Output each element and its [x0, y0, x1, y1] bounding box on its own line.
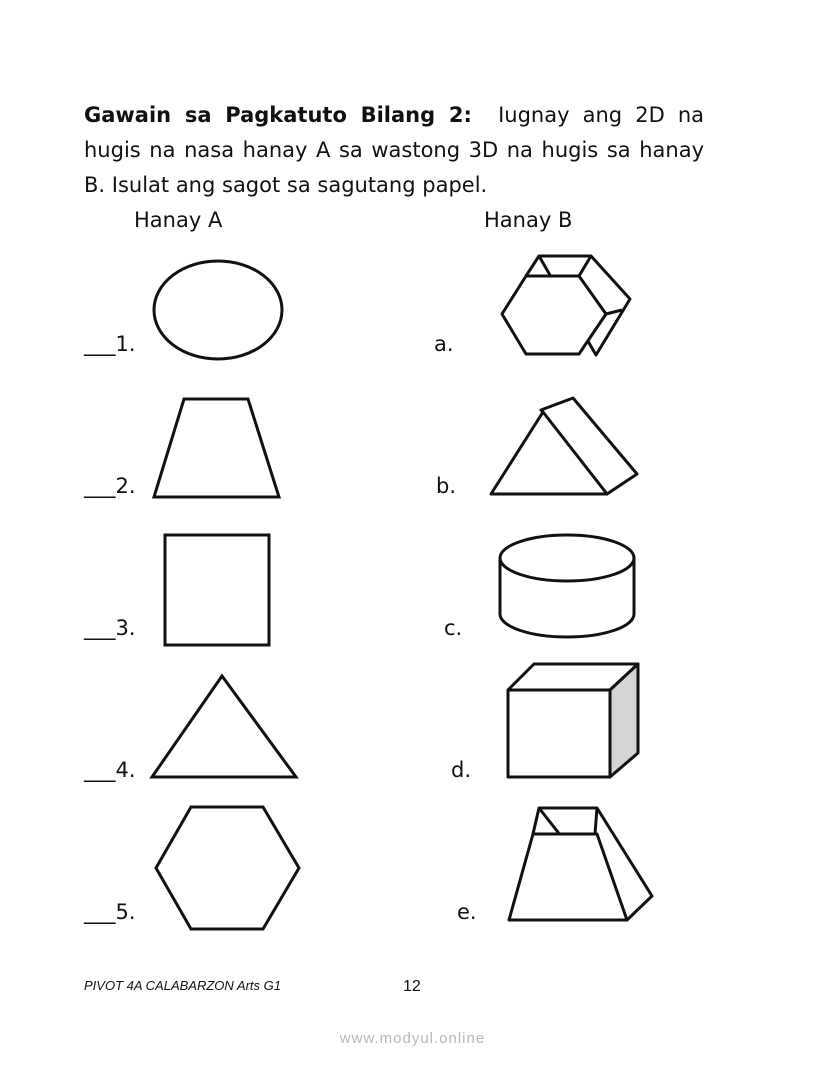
footer-source: PIVOT 4A CALABARZON Arts G1 — [84, 978, 281, 993]
column-b-heading: Hanay B — [484, 208, 573, 232]
item-1-label: ___1. — [84, 332, 136, 356]
page-number: 12 — [403, 978, 421, 995]
watermark: www.modyul.online — [339, 1030, 486, 1047]
oval-icon — [150, 258, 290, 364]
item-2-label: ___2. — [84, 474, 136, 498]
choice-c-label: c. — [444, 616, 463, 640]
cylinder-icon — [496, 530, 638, 642]
choice-d-label: d. — [451, 758, 472, 782]
square-icon — [160, 530, 274, 650]
item-4-label: ___4. — [84, 758, 136, 782]
hexagon-icon — [153, 804, 303, 934]
choice-b-label: b. — [436, 474, 457, 498]
instruction-body: Iugnay ang 2D na hugis na nasa hanay A sa wastong 3D na hugis sa hanay B. Isulat ang sagot sa sagutang papel. — [84, 103, 705, 197]
activity-title: Gawain sa Pagkatuto Bilang 2: — [84, 103, 472, 127]
choice-e-label: e. — [457, 900, 477, 924]
triangle-icon — [148, 672, 300, 782]
trapezoidal-prism-icon — [505, 800, 657, 926]
trapezoid-icon — [150, 394, 284, 502]
cube-icon — [504, 660, 644, 782]
choice-a-label: a. — [434, 332, 454, 356]
instruction-text — [84, 98, 704, 203]
column-a-heading: Hanay A — [134, 208, 223, 232]
item-3-label: ___3. — [84, 616, 136, 640]
item-5-label: ___5. — [84, 900, 136, 924]
triangular-prism-icon — [487, 396, 643, 500]
hexagonal-prism-icon — [498, 250, 638, 364]
